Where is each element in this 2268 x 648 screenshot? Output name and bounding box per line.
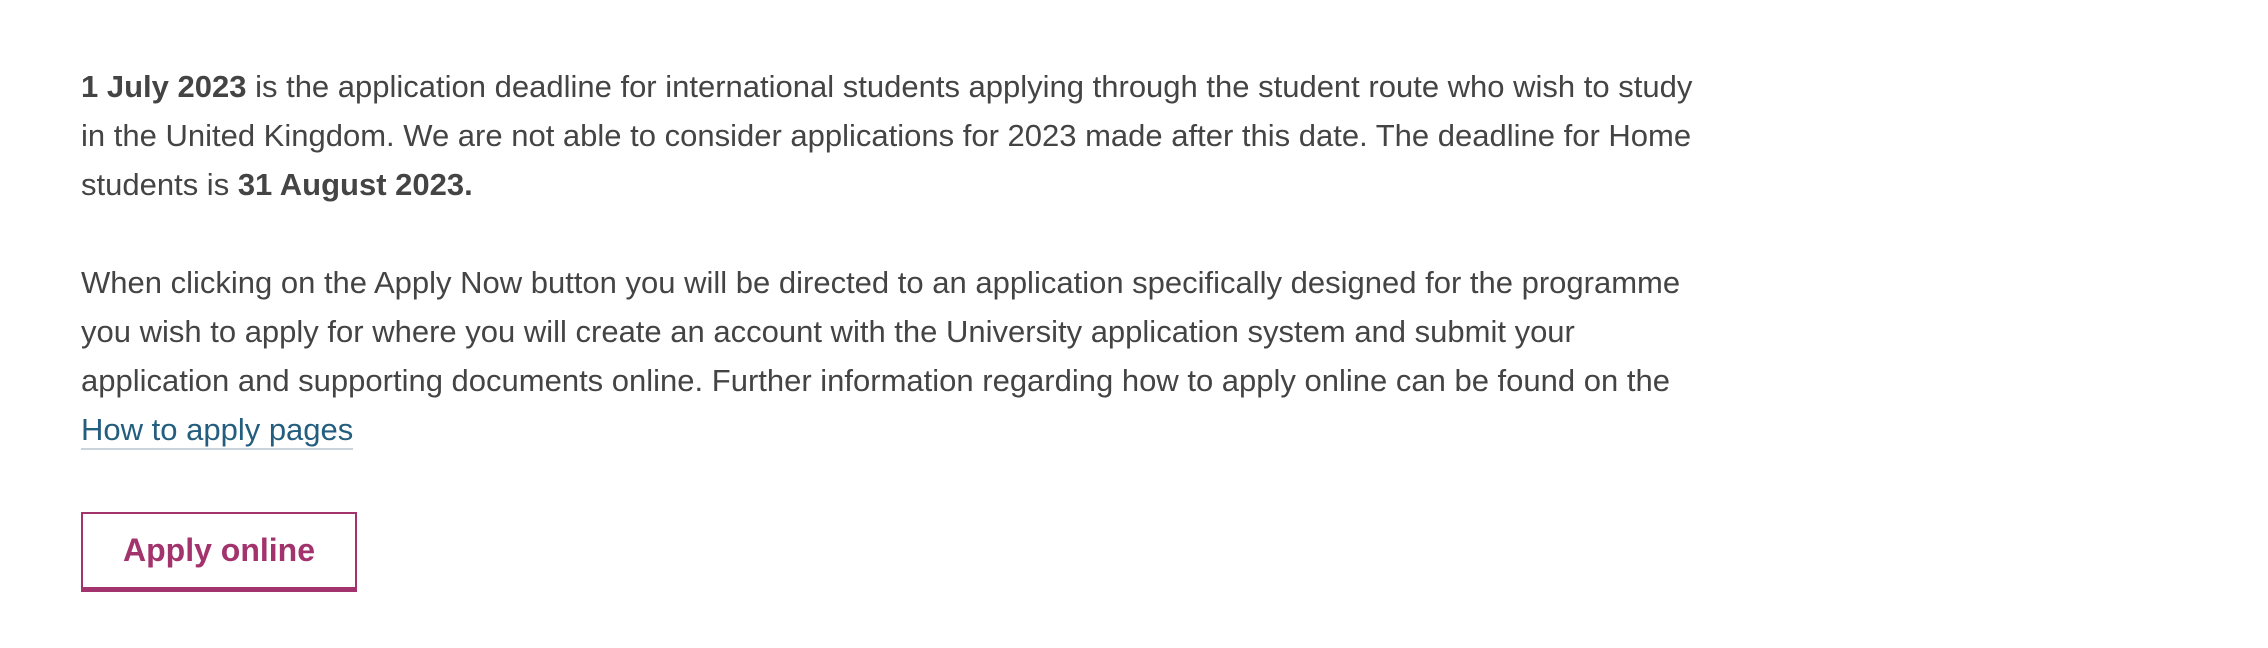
deadline-paragraph [81,62,1721,209]
instructions-paragraph [81,258,1721,454]
how-to-apply-link[interactable]: How to apply pages [81,412,353,450]
deadline-text: is the application deadline for international students applying through the student route who wish to study in the United Kingdom. We are not able to consider applications for 2023 made after this date. The deadline for Home students is [81,69,1693,202]
instructions-text: When clicking on the Apply Now button you will be directed to an application specifically designed for the programme you wish to apply for where you will create an account with the University application system and submit your application and supporting documents online. Further information regarding how to apply online can be found on the [81,265,1681,398]
application-info-section [81,62,1721,454]
home-deadline-date: 31 August 2023. [237,167,473,202]
apply-online-button[interactable]: Apply online [81,512,357,592]
international-deadline-date: 1 July 2023 [81,69,247,104]
